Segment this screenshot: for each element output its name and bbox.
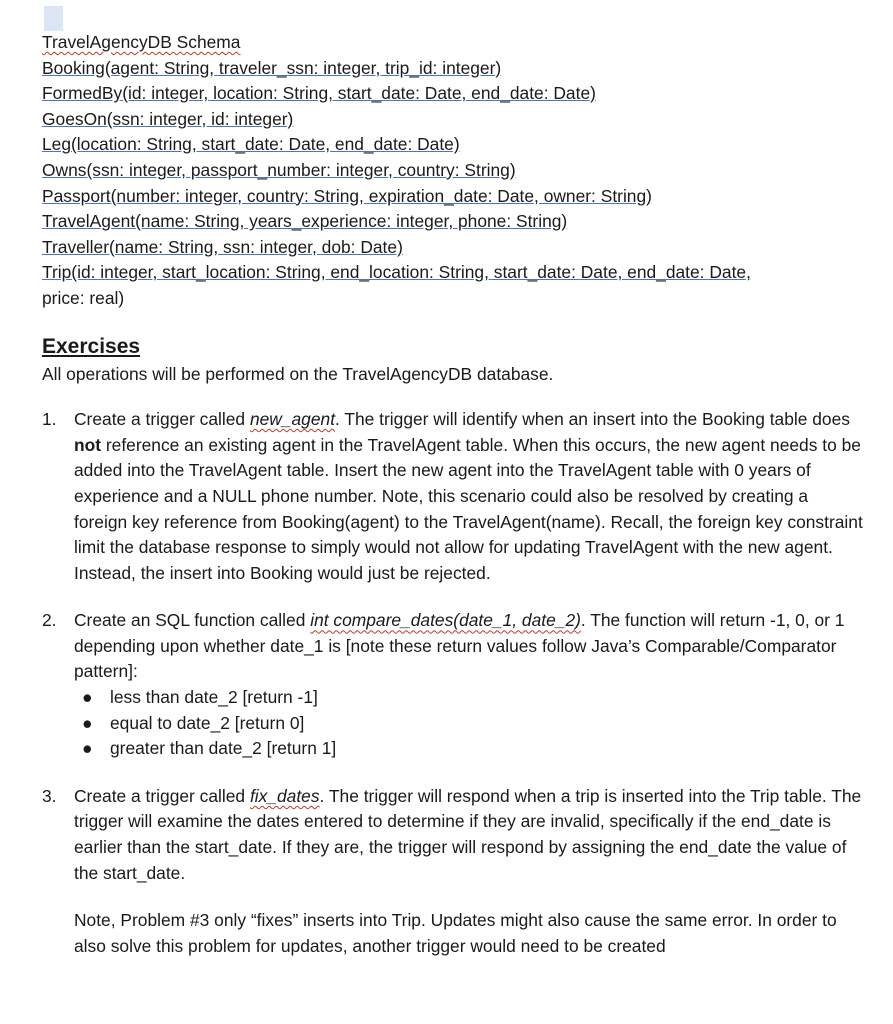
exercises-intro: All operations will be performed on the TravelAgencyDB database. [42, 363, 554, 384]
relation-traveller: Traveller(name: String, ssn: integer, dob: Date) [42, 236, 403, 257]
exercise-2-text: Create an SQL function called int compare_dates(date_1, date_2). The function will return -1, 0, or 1 depending upon whether date_1 is [note these return values follow Java’s Comparable/Comparator pattern]: [74, 610, 845, 682]
exercise-number: 1. [42, 409, 57, 430]
exercise-number: 2. [42, 610, 57, 631]
bullet-icon: ● [82, 738, 93, 759]
exercise-3-text: Create a trigger called fix_dates. The trigger will respond when a trip is inserted into the Trip table. The trigger will examine the dates entered to determine if they are invalid, specifically if the end_date is earlier than the start_date. If they are, the trigger will respond by assigning the end_date the value of the start_date. [74, 785, 862, 883]
relation-travelagent: TravelAgent(name: String, years_experience: integer, phone: String) [42, 211, 568, 232]
schema-title: TravelAgencyDB Schema [42, 32, 241, 52]
exercise-item-2 [42, 608, 864, 762]
problem-3-note: Note, Problem #3 only “fixes” inserts into Trip. Updates might also cause the same error. In order to also solve this problem for updates, another trigger would need to be created [74, 910, 837, 956]
relation-booking: Booking(agent: String, traveler_ssn: integer, trip_id: integer) [42, 57, 502, 78]
exercise-number: 3. [42, 785, 57, 806]
relation-trip: Trip(id: integer, start_location: String, end_location: String, start_date: Date, end_date: Date, [42, 262, 751, 283]
relation-owns: Owns(ssn: integer, passport_number: integer, country: String) [42, 159, 516, 180]
function-signature: int compare_dates(date_1, date_2) [310, 610, 581, 631]
trigger-name-new-agent: new_agent [249, 409, 336, 430]
relation-trip-continued: price: real) [42, 287, 125, 308]
exercises-heading: Exercises [42, 334, 141, 358]
document-body [42, 30, 864, 959]
exercise-list [42, 407, 864, 886]
exercise-item-1 [42, 407, 864, 586]
bullet-icon: ● [82, 712, 93, 733]
trigger-name-fix-dates: fix_dates [249, 785, 320, 806]
relation-leg: Leg(location: String, start_date: Date, end_date: Date) [42, 134, 460, 155]
list-item: ● greater than date_2 [return 1] [74, 736, 864, 762]
relation-formedby: FormedBy(id: integer, location: String, start_date: Date, end_date: Date) [42, 83, 596, 104]
list-item: ● less than date_2 [return -1] [74, 685, 864, 711]
exercise-item-3 [42, 784, 864, 886]
relation-passport: Passport(number: integer, country: String, expiration_date: Date, owner: String) [42, 185, 652, 206]
comparison-cases [74, 685, 864, 762]
list-item: ● equal to date_2 [return 0] [74, 711, 864, 737]
emphasis-not: not [74, 434, 102, 455]
schema-section [42, 30, 864, 312]
text-cursor-highlight [44, 6, 63, 31]
exercise-1-text: Create a trigger called new_agent. The trigger will identify when an insert into the Booking table does not reference an existing agent in the TravelAgent table. When this occurs, the new agent needs to be added into the TravelAgent table. Insert the new agent into the TravelAgent table with 0 years of experience and a NULL phone number. Note, this scenario could also be resolved by creating a foreign key reference from Booking(agent) to the TravelAgent(name). Recall, the foreign key constraint limit the database response to simply would not allow for updating TravelAgent with the new agent. Instead, the insert into Booking would just be rejected. [74, 409, 863, 583]
bullet-icon: ● [82, 687, 93, 708]
relation-goeson: GoesOn(ssn: integer, id: integer) [42, 108, 294, 129]
